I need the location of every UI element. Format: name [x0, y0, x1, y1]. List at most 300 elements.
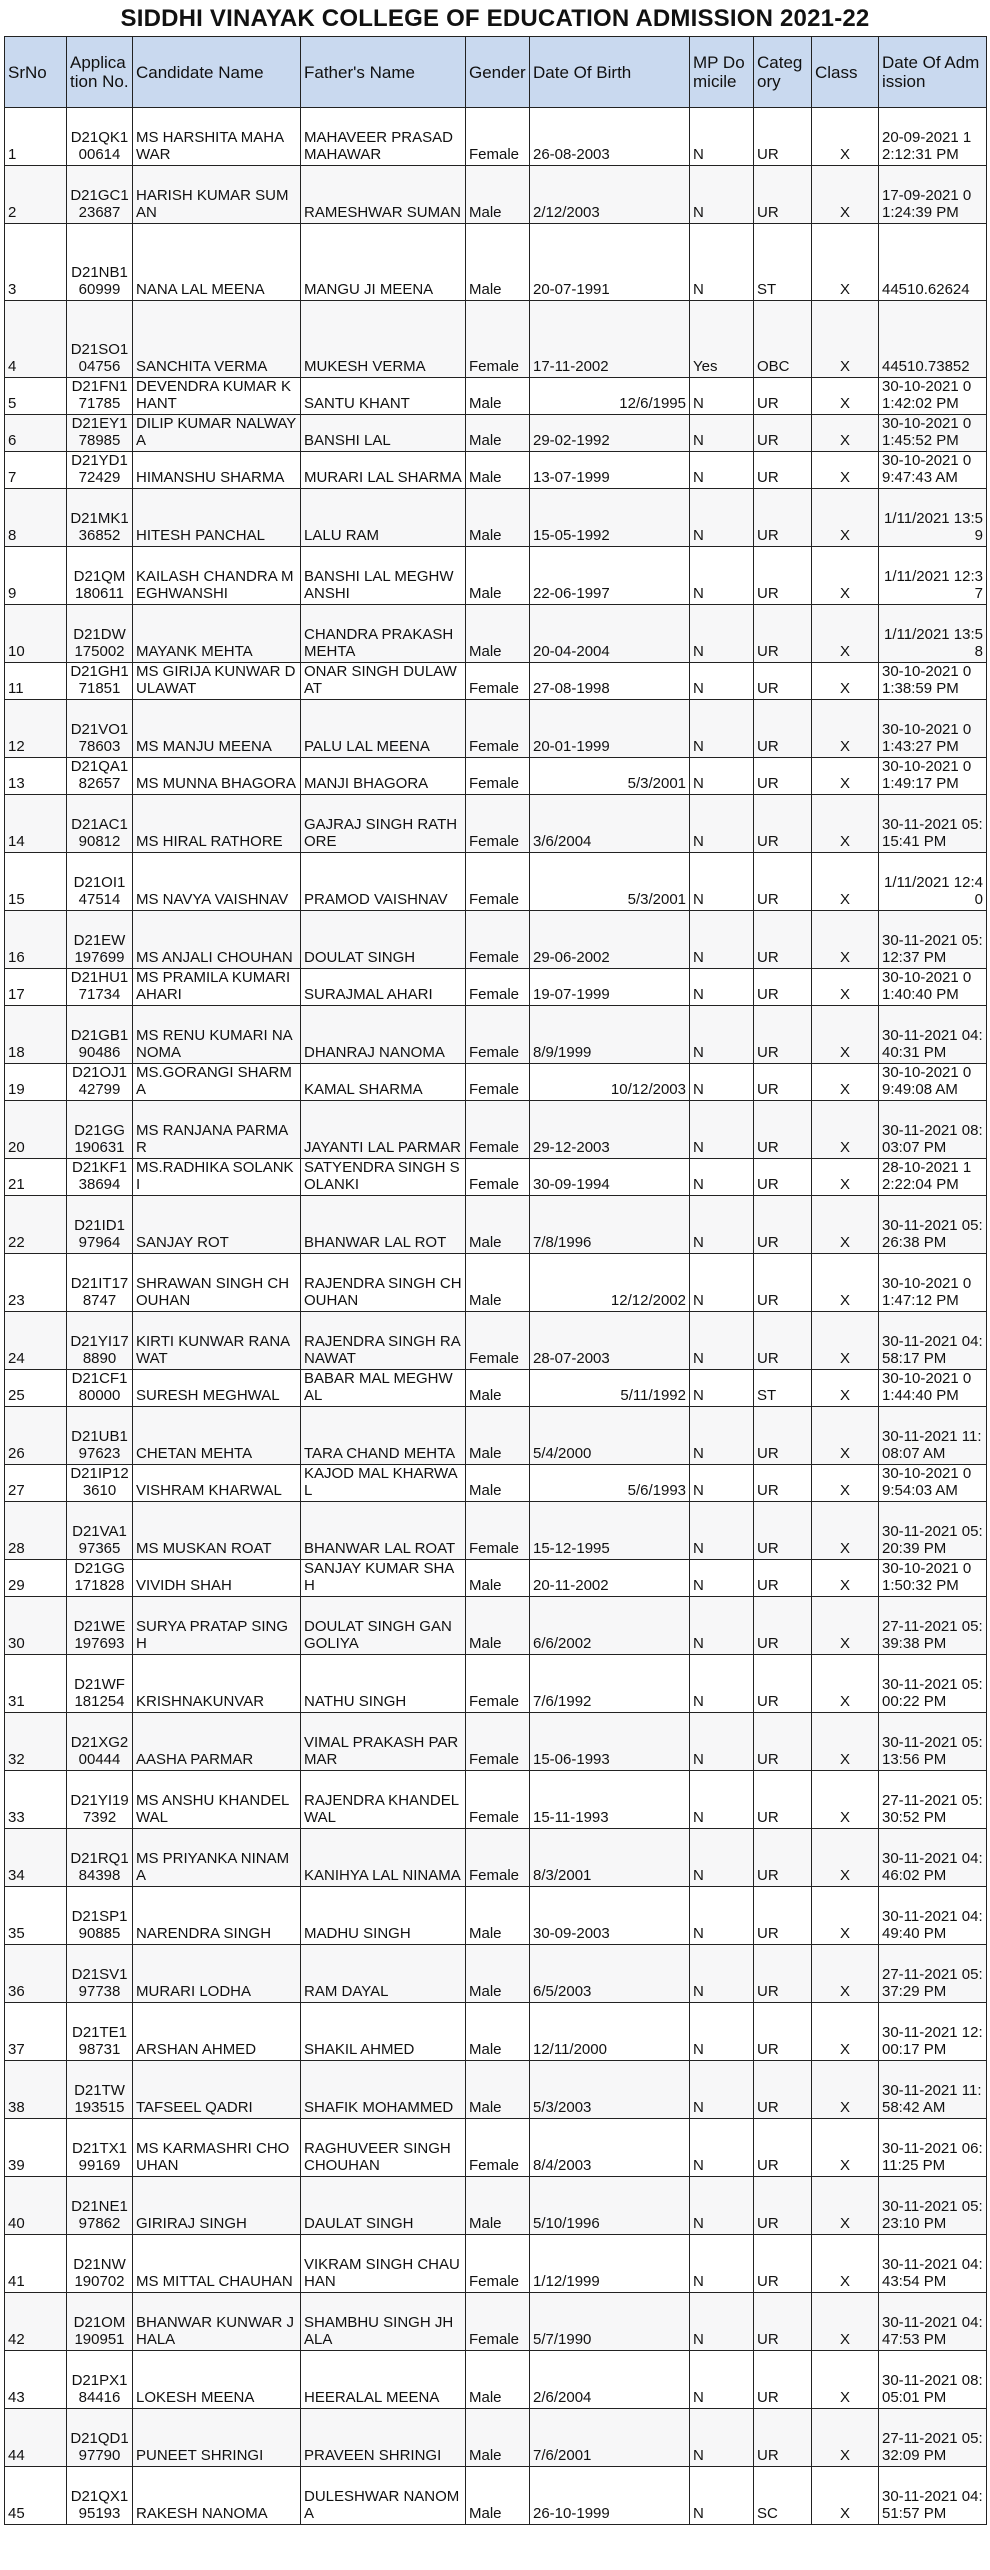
cell-gender: Male [466, 2467, 530, 2525]
cell-fathers-name: SHAKIL AHMED [301, 2003, 466, 2061]
cell-fathers-name: DULESHWAR NANOMA [301, 2467, 466, 2525]
cell-candidate-name: MURARI LODHA [133, 1945, 301, 2003]
admission-table [4, 36, 987, 2525]
cell-candidate-name: LOKESH MEENA [133, 2351, 301, 2409]
cell-candidate-name: HITESH PANCHAL [133, 489, 301, 547]
cell-fathers-name: MUKESH VERMA [301, 301, 466, 378]
cell-srno: 5 [5, 378, 67, 415]
cell-gender: Male [466, 1887, 530, 1945]
cell-date-of-admission: 30-11-2021 04:40:31 PM [879, 1006, 987, 1064]
cell-date-of-birth: 5/4/2000 [530, 1407, 690, 1465]
cell-category: UR [754, 2293, 812, 2351]
cell-date-of-birth: 20-07-1991 [530, 224, 690, 301]
table-row [5, 2003, 987, 2061]
cell-date-of-admission: 17-09-2021 01:24:39 PM [879, 166, 987, 224]
cell-mp-domicile: N [690, 2177, 754, 2235]
cell-category: UR [754, 1597, 812, 1655]
cell-candidate-name: GIRIRAJ SINGH [133, 2177, 301, 2235]
cell-fathers-name: SANTU KHANT [301, 378, 466, 415]
table-row [5, 378, 987, 415]
table-row [5, 1502, 987, 1560]
cell-application-no: D21WF181254 [67, 1655, 133, 1713]
cell-candidate-name: AASHA PARMAR [133, 1713, 301, 1771]
cell-mp-domicile: N [690, 2061, 754, 2119]
cell-application-no: D21OJ142799 [67, 1064, 133, 1101]
cell-date-of-admission: 30-10-2021 01:45:52 PM [879, 415, 987, 452]
cell-srno: 30 [5, 1597, 67, 1655]
cell-application-no: D21YI197392 [67, 1771, 133, 1829]
cell-class: X [812, 1713, 879, 1771]
cell-date-of-admission: 27-11-2021 05:32:09 PM [879, 2409, 987, 2467]
cell-date-of-birth: 8/4/2003 [530, 2119, 690, 2177]
cell-candidate-name: MS PRIYANKA NINAMA [133, 1829, 301, 1887]
cell-category: UR [754, 452, 812, 489]
cell-candidate-name: SURESH MEGHWAL [133, 1370, 301, 1407]
cell-category: ST [754, 1370, 812, 1407]
cell-fathers-name: VIKRAM SINGH CHAUHAN [301, 2235, 466, 2293]
cell-application-no: D21NE197862 [67, 2177, 133, 2235]
cell-application-no: D21GG171828 [67, 1560, 133, 1597]
cell-application-no: D21ID197964 [67, 1196, 133, 1254]
cell-srno: 40 [5, 2177, 67, 2235]
cell-fathers-name: MANJI BHAGORA [301, 758, 466, 795]
cell-date-of-admission: 30-10-2021 01:49:17 PM [879, 758, 987, 795]
cell-srno: 9 [5, 547, 67, 605]
cell-fathers-name: SHAMBHU SINGH JHALA [301, 2293, 466, 2351]
cell-gender: Female [466, 911, 530, 969]
cell-candidate-name: MS PRAMILA KUMARI AHARI [133, 969, 301, 1006]
cell-class: X [812, 700, 879, 758]
header-category: Category [754, 37, 812, 108]
table-row [5, 1887, 987, 1945]
cell-candidate-name: HARISH KUMAR SUMAN [133, 166, 301, 224]
cell-class: X [812, 1006, 879, 1064]
cell-date-of-admission: 30-11-2021 05:26:38 PM [879, 1196, 987, 1254]
cell-fathers-name: RAJENDRA KHANDELWAL [301, 1771, 466, 1829]
cell-date-of-birth: 27-08-1998 [530, 663, 690, 700]
cell-gender: Female [466, 1771, 530, 1829]
table-row [5, 911, 987, 969]
cell-date-of-admission: 27-11-2021 05:39:38 PM [879, 1597, 987, 1655]
cell-srno: 39 [5, 2119, 67, 2177]
cell-application-no: D21IT178747 [67, 1254, 133, 1312]
cell-date-of-birth: 28-07-2003 [530, 1312, 690, 1370]
cell-fathers-name: RAM DAYAL [301, 1945, 466, 2003]
cell-fathers-name: BANSHI LAL [301, 415, 466, 452]
cell-candidate-name: MS HARSHITA MAHAWAR [133, 108, 301, 166]
cell-class: X [812, 1465, 879, 1502]
cell-application-no: D21TE198731 [67, 2003, 133, 2061]
cell-gender: Female [466, 2119, 530, 2177]
table-row [5, 452, 987, 489]
cell-application-no: D21QX195193 [67, 2467, 133, 2525]
cell-date-of-admission: 27-11-2021 05:30:52 PM [879, 1771, 987, 1829]
cell-application-no: D21CF180000 [67, 1370, 133, 1407]
cell-srno: 1 [5, 108, 67, 166]
cell-class: X [812, 663, 879, 700]
cell-date-of-admission: 30-11-2021 08:05:01 PM [879, 2351, 987, 2409]
cell-category: UR [754, 1006, 812, 1064]
cell-application-no: D21OI147514 [67, 853, 133, 911]
table-row [5, 166, 987, 224]
cell-srno: 21 [5, 1159, 67, 1196]
cell-class: X [812, 2177, 879, 2235]
cell-srno: 4 [5, 301, 67, 378]
cell-srno: 2 [5, 166, 67, 224]
table-row [5, 301, 987, 378]
cell-application-no: D21NB160999 [67, 224, 133, 301]
cell-date-of-birth: 26-10-1999 [530, 2467, 690, 2525]
cell-category: UR [754, 700, 812, 758]
cell-mp-domicile: N [690, 1560, 754, 1597]
cell-date-of-birth: 7/6/2001 [530, 2409, 690, 2467]
cell-mp-domicile: N [690, 2351, 754, 2409]
cell-mp-domicile: N [690, 1312, 754, 1370]
cell-date-of-birth: 22-06-1997 [530, 547, 690, 605]
cell-gender: Male [466, 547, 530, 605]
cell-date-of-admission: 30-11-2021 04:49:40 PM [879, 1887, 987, 1945]
cell-fathers-name: CHANDRA PRAKASH MEHTA [301, 605, 466, 663]
cell-fathers-name: PRAMOD VAISHNAV [301, 853, 466, 911]
cell-class: X [812, 108, 879, 166]
cell-date-of-admission: 30-11-2021 12:00:17 PM [879, 2003, 987, 2061]
cell-candidate-name: NARENDRA SINGH [133, 1887, 301, 1945]
cell-date-of-admission: 30-11-2021 05:13:56 PM [879, 1713, 987, 1771]
cell-class: X [812, 1502, 879, 1560]
table-row [5, 1370, 987, 1407]
cell-srno: 26 [5, 1407, 67, 1465]
cell-category: UR [754, 1655, 812, 1713]
cell-application-no: D21RQ184398 [67, 1829, 133, 1887]
cell-mp-domicile: N [690, 2119, 754, 2177]
cell-category: UR [754, 489, 812, 547]
table-row [5, 1407, 987, 1465]
table-row [5, 1771, 987, 1829]
cell-candidate-name: VIVIDH SHAH [133, 1560, 301, 1597]
cell-class: X [812, 1159, 879, 1196]
cell-class: X [812, 1254, 879, 1312]
cell-fathers-name: GAJRAJ SINGH RATHORE [301, 795, 466, 853]
cell-date-of-admission: 30-10-2021 01:47:12 PM [879, 1254, 987, 1312]
cell-mp-domicile: N [690, 2293, 754, 2351]
cell-date-of-birth: 5/11/1992 [530, 1370, 690, 1407]
cell-candidate-name: KAILASH CHANDRA MEGHWANSHI [133, 547, 301, 605]
cell-category: UR [754, 605, 812, 663]
cell-date-of-admission: 30-11-2021 06:11:25 PM [879, 2119, 987, 2177]
cell-date-of-birth: 15-11-1993 [530, 1771, 690, 1829]
cell-application-no: D21AC190812 [67, 795, 133, 853]
cell-date-of-birth: 29-06-2002 [530, 911, 690, 969]
table-row [5, 2235, 987, 2293]
cell-candidate-name: MS MUSKAN ROAT [133, 1502, 301, 1560]
cell-date-of-admission: 30-11-2021 04:58:17 PM [879, 1312, 987, 1370]
cell-date-of-admission: 1/11/2021 12:37 [879, 547, 987, 605]
table-row [5, 489, 987, 547]
cell-srno: 7 [5, 452, 67, 489]
cell-candidate-name: HIMANSHU SHARMA [133, 452, 301, 489]
cell-candidate-name: MS.RADHIKA SOLANKI [133, 1159, 301, 1196]
cell-application-no: D21IP123610 [67, 1465, 133, 1502]
cell-date-of-admission: 1/11/2021 13:59 [879, 489, 987, 547]
cell-application-no: D21SV197738 [67, 1945, 133, 2003]
cell-category: UR [754, 663, 812, 700]
cell-mp-domicile: N [690, 1064, 754, 1101]
cell-srno: 6 [5, 415, 67, 452]
cell-date-of-birth: 29-02-1992 [530, 415, 690, 452]
cell-class: X [812, 224, 879, 301]
cell-date-of-admission: 30-10-2021 01:43:27 PM [879, 700, 987, 758]
cell-category: UR [754, 547, 812, 605]
cell-date-of-admission: 1/11/2021 13:58 [879, 605, 987, 663]
cell-srno: 23 [5, 1254, 67, 1312]
cell-fathers-name: BABAR MAL MEGHWAL [301, 1370, 466, 1407]
cell-date-of-birth: 30-09-2003 [530, 1887, 690, 1945]
cell-candidate-name: DILIP KUMAR NALWAYA [133, 415, 301, 452]
cell-candidate-name: MS RANJANA PARMAR [133, 1101, 301, 1159]
cell-gender: Male [466, 452, 530, 489]
header-srno: SrNo [5, 37, 67, 108]
cell-date-of-admission: 30-11-2021 05:00:22 PM [879, 1655, 987, 1713]
cell-class: X [812, 2409, 879, 2467]
cell-category: UR [754, 1560, 812, 1597]
cell-gender: Female [466, 2293, 530, 2351]
cell-gender: Female [466, 1159, 530, 1196]
table-row [5, 969, 987, 1006]
cell-mp-domicile: N [690, 1101, 754, 1159]
table-row [5, 605, 987, 663]
cell-mp-domicile: N [690, 378, 754, 415]
cell-mp-domicile: N [690, 1829, 754, 1887]
cell-date-of-birth: 17-11-2002 [530, 301, 690, 378]
cell-srno: 31 [5, 1655, 67, 1713]
cell-category: UR [754, 2235, 812, 2293]
cell-mp-domicile: N [690, 1655, 754, 1713]
cell-date-of-birth: 5/7/1990 [530, 2293, 690, 2351]
cell-date-of-birth: 20-01-1999 [530, 700, 690, 758]
table-row [5, 2177, 987, 2235]
cell-date-of-admission: 30-11-2021 04:51:57 PM [879, 2467, 987, 2525]
cell-mp-domicile: N [690, 2409, 754, 2467]
cell-application-no: D21VO178603 [67, 700, 133, 758]
table-row [5, 2351, 987, 2409]
cell-mp-domicile: N [690, 224, 754, 301]
cell-mp-domicile: N [690, 1502, 754, 1560]
header-class: Class [812, 37, 879, 108]
cell-srno: 10 [5, 605, 67, 663]
cell-category: UR [754, 853, 812, 911]
cell-class: X [812, 2061, 879, 2119]
cell-category: UR [754, 2119, 812, 2177]
cell-srno: 22 [5, 1196, 67, 1254]
cell-candidate-name: MS RENU KUMARI NANOMA [133, 1006, 301, 1064]
cell-mp-domicile: N [690, 1407, 754, 1465]
cell-category: UR [754, 795, 812, 853]
cell-category: UR [754, 1887, 812, 1945]
cell-class: X [812, 166, 879, 224]
cell-class: X [812, 2351, 879, 2409]
cell-candidate-name: SANCHITA VERMA [133, 301, 301, 378]
cell-gender: Male [466, 1560, 530, 1597]
cell-gender: Male [466, 2061, 530, 2119]
cell-date-of-admission: 27-11-2021 05:37:29 PM [879, 1945, 987, 2003]
cell-srno: 8 [5, 489, 67, 547]
cell-candidate-name: MAYANK MEHTA [133, 605, 301, 663]
table-row [5, 700, 987, 758]
cell-category: UR [754, 1312, 812, 1370]
cell-fathers-name: VIMAL PRAKASH PARMAR [301, 1713, 466, 1771]
cell-date-of-birth: 19-07-1999 [530, 969, 690, 1006]
cell-gender: Female [466, 758, 530, 795]
table-row [5, 415, 987, 452]
cell-gender: Female [466, 1312, 530, 1370]
cell-date-of-birth: 20-11-2002 [530, 1560, 690, 1597]
cell-application-no: D21DW175002 [67, 605, 133, 663]
cell-fathers-name: RAJENDRA SINGH CHOUHAN [301, 1254, 466, 1312]
cell-fathers-name: RAJENDRA SINGH RANAWAT [301, 1312, 466, 1370]
cell-srno: 3 [5, 224, 67, 301]
cell-fathers-name: KANIHYA LAL NINAMA [301, 1829, 466, 1887]
cell-srno: 24 [5, 1312, 67, 1370]
cell-fathers-name: PALU LAL MEENA [301, 700, 466, 758]
table-row [5, 1829, 987, 1887]
cell-srno: 35 [5, 1887, 67, 1945]
table-row [5, 1465, 987, 1502]
cell-category: UR [754, 378, 812, 415]
cell-class: X [812, 605, 879, 663]
cell-category: UR [754, 1159, 812, 1196]
cell-category: UR [754, 1064, 812, 1101]
cell-candidate-name: PUNEET SHRINGI [133, 2409, 301, 2467]
cell-srno: 25 [5, 1370, 67, 1407]
cell-gender: Female [466, 2235, 530, 2293]
cell-srno: 36 [5, 1945, 67, 2003]
cell-date-of-birth: 12/6/1995 [530, 378, 690, 415]
cell-date-of-admission: 30-11-2021 08:03:07 PM [879, 1101, 987, 1159]
cell-class: X [812, 2235, 879, 2293]
cell-fathers-name: PRAVEEN SHRINGI [301, 2409, 466, 2467]
cell-category: UR [754, 1465, 812, 1502]
cell-mp-domicile: N [690, 1370, 754, 1407]
cell-candidate-name: ARSHAN AHMED [133, 2003, 301, 2061]
cell-srno: 43 [5, 2351, 67, 2409]
cell-gender: Female [466, 301, 530, 378]
cell-srno: 34 [5, 1829, 67, 1887]
cell-fathers-name: JAYANTI LAL PARMAR [301, 1101, 466, 1159]
cell-candidate-name: KIRTI KUNWAR RANAWAT [133, 1312, 301, 1370]
table-row [5, 1159, 987, 1196]
cell-application-no: D21GH171851 [67, 663, 133, 700]
cell-category: UR [754, 2409, 812, 2467]
cell-mp-domicile: Yes [690, 301, 754, 378]
cell-mp-domicile: N [690, 1465, 754, 1502]
table-row [5, 1597, 987, 1655]
cell-application-no: D21FN171785 [67, 378, 133, 415]
cell-srno: 19 [5, 1064, 67, 1101]
cell-gender: Male [466, 2351, 530, 2409]
cell-candidate-name: RAKESH NANOMA [133, 2467, 301, 2525]
cell-class: X [812, 1945, 879, 2003]
cell-candidate-name: DEVENDRA KUMAR KHANT [133, 378, 301, 415]
cell-category: UR [754, 1101, 812, 1159]
cell-fathers-name: ONAR SINGH DULAWAT [301, 663, 466, 700]
cell-mp-domicile: N [690, 415, 754, 452]
cell-srno: 12 [5, 700, 67, 758]
cell-application-no: D21YI178890 [67, 1312, 133, 1370]
cell-fathers-name: DAULAT SINGH [301, 2177, 466, 2235]
cell-srno: 44 [5, 2409, 67, 2467]
cell-date-of-birth: 5/6/1993 [530, 1465, 690, 1502]
cell-date-of-admission: 30-11-2021 11:08:07 AM [879, 1407, 987, 1465]
cell-gender: Male [466, 1597, 530, 1655]
cell-date-of-admission: 30-10-2021 01:44:40 PM [879, 1370, 987, 1407]
cell-class: X [812, 1597, 879, 1655]
table-row [5, 2061, 987, 2119]
cell-category: UR [754, 2061, 812, 2119]
cell-class: X [812, 1370, 879, 1407]
cell-application-no: D21PX184416 [67, 2351, 133, 2409]
cell-category: ST [754, 224, 812, 301]
cell-mp-domicile: N [690, 489, 754, 547]
cell-fathers-name: RAGHUVEER SINGH CHOUHAN [301, 2119, 466, 2177]
cell-mp-domicile: N [690, 2235, 754, 2293]
cell-class: X [812, 1771, 879, 1829]
cell-gender: Male [466, 224, 530, 301]
cell-category: UR [754, 1771, 812, 1829]
cell-gender: Female [466, 1006, 530, 1064]
cell-gender: Female [466, 1655, 530, 1713]
cell-gender: Female [466, 795, 530, 853]
cell-mp-domicile: N [690, 1597, 754, 1655]
cell-date-of-birth: 1/12/1999 [530, 2235, 690, 2293]
cell-gender: Male [466, 1465, 530, 1502]
cell-date-of-admission: 30-11-2021 04:46:02 PM [879, 1829, 987, 1887]
cell-mp-domicile: N [690, 700, 754, 758]
cell-date-of-birth: 10/12/2003 [530, 1064, 690, 1101]
cell-category: OBC [754, 301, 812, 378]
cell-date-of-admission: 44510.73852 [879, 301, 987, 378]
cell-category: UR [754, 1829, 812, 1887]
table-row [5, 1560, 987, 1597]
cell-application-no: D21QM180611 [67, 547, 133, 605]
cell-fathers-name: NATHU SINGH [301, 1655, 466, 1713]
cell-class: X [812, 2467, 879, 2525]
cell-category: UR [754, 2351, 812, 2409]
cell-application-no: D21QD197790 [67, 2409, 133, 2467]
cell-fathers-name: KAMAL SHARMA [301, 1064, 466, 1101]
cell-mp-domicile: N [690, 2467, 754, 2525]
cell-candidate-name: SANJAY ROT [133, 1196, 301, 1254]
cell-class: X [812, 2293, 879, 2351]
cell-date-of-admission: 30-11-2021 05:12:37 PM [879, 911, 987, 969]
table-row [5, 2293, 987, 2351]
cell-date-of-admission: 1/11/2021 12:40 [879, 853, 987, 911]
cell-application-no: D21QK100614 [67, 108, 133, 166]
cell-date-of-birth: 5/10/1996 [530, 2177, 690, 2235]
cell-gender: Female [466, 700, 530, 758]
cell-mp-domicile: N [690, 1887, 754, 1945]
cell-class: X [812, 1196, 879, 1254]
table-row [5, 2409, 987, 2467]
cell-srno: 15 [5, 853, 67, 911]
cell-gender: Male [466, 166, 530, 224]
table-row [5, 795, 987, 853]
table-row [5, 758, 987, 795]
cell-category: UR [754, 1502, 812, 1560]
cell-application-no: D21KF138694 [67, 1159, 133, 1196]
cell-srno: 38 [5, 2061, 67, 2119]
cell-candidate-name: MS HIRAL RATHORE [133, 795, 301, 853]
cell-srno: 20 [5, 1101, 67, 1159]
